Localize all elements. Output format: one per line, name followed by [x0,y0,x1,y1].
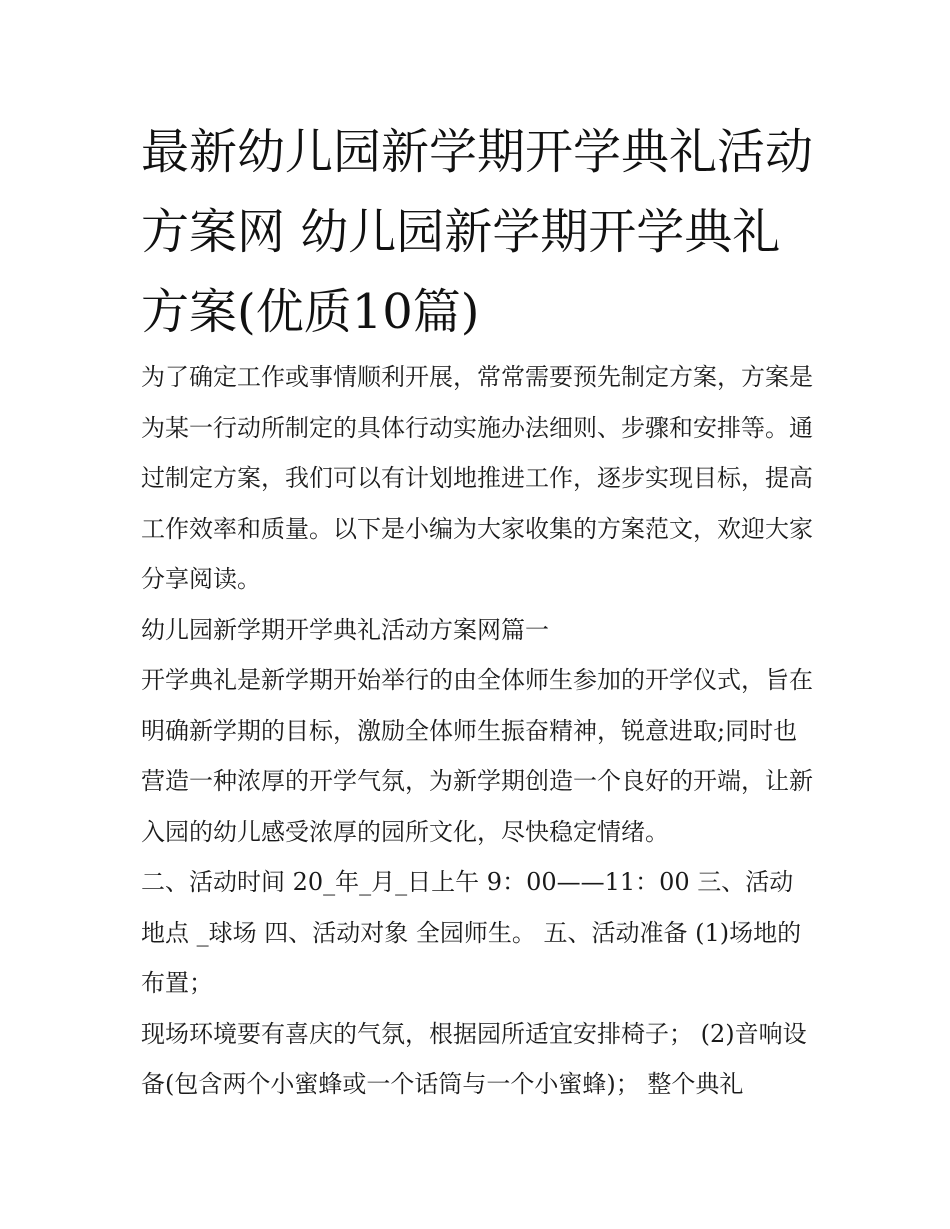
document-title: 最新幼儿园新学期开学典礼活动方案网 幼儿园新学期开学典礼方案(优质10篇) [141,124,814,340]
section-heading: 幼儿园新学期开学典礼活动方案网篇一 [141,615,549,644]
purpose-paragraph: 开学典礼是新学期开始举行的由全体师生参加的开学仪式，旨在明确新学期的目标，激励全体师生振奋精神，锐意进取;同时也营造一种浓厚的开学气氛，为新学期创造一个良好的开端，让新入园的幼儿感受浓厚的园所文化，尽快稳定情绪。 [141,666,813,846]
venue-setup-paragraph: 现场环境要有喜庆的气氛，根据园所适宜安排椅子； (2)音响设备(包含两个小蜜蜂或一个话筒与一个小蜜蜂)； 整个典礼 [141,1019,807,1098]
schedule-paragraph: 二、活动时间 20_年_月_日上午 9：00——11：00 三、活动地点 _球场 四、活动对象 全园师生。 五、活动准备 (1)场地的布置； [141,868,802,997]
intro-paragraph: 为了确定工作或事情顺利开展，常常需要预先制定方案，方案是为某一行动所制定的具体行动实施办法细则、步骤和安排等。通过制定方案，我们可以有计划地推进工作，逐步实现目标，提高工作效率和质量。以下是小编为大家收集的方案范文，欢迎大家分享阅读。 [141,363,813,593]
document-body [141,352,813,1110]
